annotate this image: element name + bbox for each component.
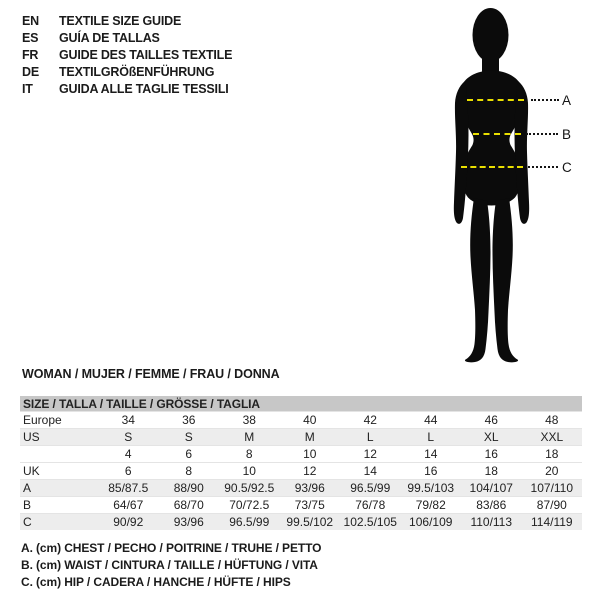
cell: 48 [522, 412, 583, 429]
row-label: A [20, 480, 98, 497]
cell: 96.5/99 [340, 480, 401, 497]
cell: 8 [219, 446, 280, 463]
cell: M [280, 429, 341, 446]
cell: 83/86 [461, 497, 522, 514]
woman-silhouette [430, 0, 600, 370]
cell: 96.5/99 [219, 514, 280, 531]
cell: 73/75 [280, 497, 341, 514]
cell: 14 [340, 463, 401, 480]
table-row-chest-a [20, 480, 582, 497]
cell: L [340, 429, 401, 446]
section-title-woman: WOMAN / MUJER / FEMME / FRAU / DONNA [22, 367, 280, 381]
legend-line-hip: C. (cm) HIP / CADERA / HANCHE / HÜFTE / HIPS [21, 575, 291, 589]
cell: 6 [159, 446, 220, 463]
lang-title: GUÍA DE TALLAS [59, 30, 160, 45]
chest-measure-line-yellow [467, 99, 524, 101]
cell: 107/110 [522, 480, 583, 497]
cell: S [159, 429, 220, 446]
chest-leader-line-dotted [531, 99, 559, 101]
table-row-hip-c [20, 514, 582, 531]
cell: 10 [280, 446, 341, 463]
lang-title: TEXTILE SIZE GUIDE [59, 13, 182, 28]
cell: 90.5/92.5 [219, 480, 280, 497]
cell: 20 [522, 463, 583, 480]
cell: 68/70 [159, 497, 220, 514]
cell: 6 [98, 463, 159, 480]
cell: 99.5/102 [280, 514, 341, 531]
language-title-list [22, 12, 232, 97]
cell: 114/119 [522, 514, 583, 531]
cell: L [401, 429, 462, 446]
cell: 18 [522, 446, 583, 463]
woman-silhouette-figure [430, 0, 600, 370]
cell: 88/90 [159, 480, 220, 497]
lang-title: GUIDE DES TAILLES TEXTILE [59, 47, 233, 62]
measure-label-a: A [562, 93, 572, 108]
lang-code: IT [22, 81, 33, 96]
cell: 10 [219, 463, 280, 480]
cell: 12 [280, 463, 341, 480]
waist-measure-line-yellow [473, 133, 521, 135]
cell: 36 [159, 412, 220, 429]
lang-row-fr [22, 46, 232, 63]
cell: 16 [401, 463, 462, 480]
cell: XL [461, 429, 522, 446]
cell: M [219, 429, 280, 446]
lang-code: EN [22, 13, 39, 28]
cell: 85/87.5 [98, 480, 159, 497]
row-label: US [20, 429, 98, 446]
table-header: SIZE / TALLA / TAILLE / GRÖSSE / TAGLIA [20, 396, 582, 412]
lang-code: DE [22, 64, 39, 79]
cell: 44 [401, 412, 462, 429]
cell: 8 [159, 463, 220, 480]
cell: 104/107 [461, 480, 522, 497]
size-table [20, 396, 582, 530]
cell: 12 [340, 446, 401, 463]
table-row-uk [20, 463, 582, 480]
cell: 4 [98, 446, 159, 463]
cell: 18 [461, 463, 522, 480]
cell: 93/96 [280, 480, 341, 497]
waist-leader-line-dotted [526, 133, 558, 135]
cell: 87/90 [522, 497, 583, 514]
cell: 79/82 [401, 497, 462, 514]
row-label: B [20, 497, 98, 514]
lang-title: TEXTILGRÖßENFÜHRUNG [59, 64, 215, 79]
row-label: C [20, 514, 98, 531]
lang-row-en [22, 12, 232, 29]
lang-row-es [22, 29, 232, 46]
cell: 38 [219, 412, 280, 429]
cell: 90/92 [98, 514, 159, 531]
cell: 16 [461, 446, 522, 463]
cell: 110/113 [461, 514, 522, 531]
measure-label-c: C [562, 160, 572, 175]
row-label: UK [20, 463, 98, 480]
cell: XXL [522, 429, 583, 446]
cell: 99.5/103 [401, 480, 462, 497]
lang-title: GUIDA ALLE TAGLIE TESSILI [59, 81, 229, 96]
cell: 14 [401, 446, 462, 463]
hip-leader-line-dotted [528, 166, 558, 168]
lang-row-it [22, 80, 232, 97]
table-header-row [20, 396, 582, 412]
legend-line-chest: A. (cm) CHEST / PECHO / POITRINE / TRUHE / PETTO [21, 541, 322, 555]
table-row-europe [20, 412, 582, 429]
cell: S [98, 429, 159, 446]
table-row-us-numbers [20, 446, 582, 463]
cell: 46 [461, 412, 522, 429]
hip-measure-line-yellow [461, 166, 523, 168]
cell: 106/109 [401, 514, 462, 531]
cell: 42 [340, 412, 401, 429]
row-label [20, 446, 98, 463]
row-label: Europe [20, 412, 98, 429]
cell: 64/67 [98, 497, 159, 514]
cell: 102.5/105 [340, 514, 401, 531]
lang-code: FR [22, 47, 39, 62]
legend-line-waist: B. (cm) WAIST / CINTURA / TAILLE / HÜFTUNG / VITA [21, 558, 318, 572]
lang-code: ES [22, 30, 39, 45]
cell: 93/96 [159, 514, 220, 531]
measurement-legend [21, 540, 321, 591]
table-row-waist-b [20, 497, 582, 514]
table-row-us-letters [20, 429, 582, 446]
cell: 70/72.5 [219, 497, 280, 514]
cell: 76/78 [340, 497, 401, 514]
measure-label-b: B [562, 127, 572, 142]
cell: 34 [98, 412, 159, 429]
lang-row-de [22, 63, 232, 80]
cell: 40 [280, 412, 341, 429]
